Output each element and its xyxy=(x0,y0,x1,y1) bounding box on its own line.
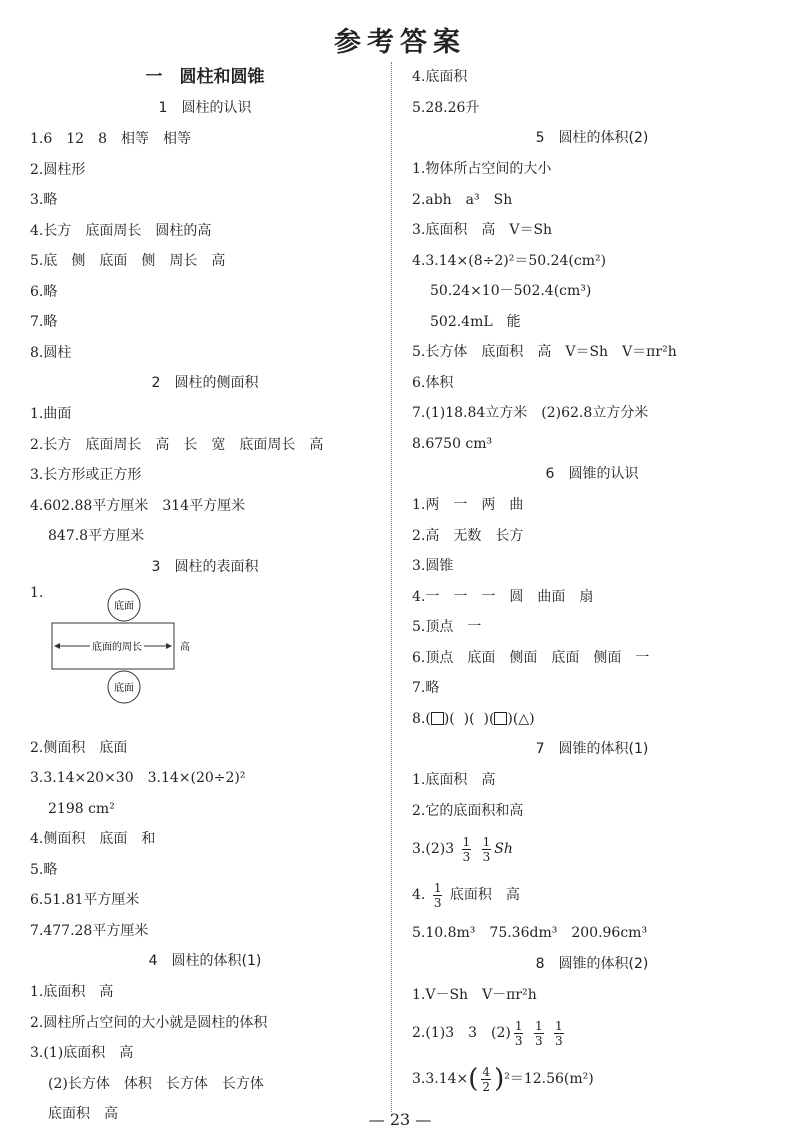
square-shape xyxy=(494,712,507,725)
answer-line: 1.曲面 xyxy=(30,406,72,422)
fraction: $\frac{1}{3}$ xyxy=(514,1018,523,1048)
shape-answer-line: 8.( )( )( )( )(△) xyxy=(412,710,535,727)
question-number: 4. xyxy=(412,887,426,903)
section-heading-3: 3 圆柱的表面积 xyxy=(151,558,259,575)
answer-text: 2.(1)3 3 (2) xyxy=(412,1025,511,1041)
answer-text: 3.3.14× xyxy=(412,1071,469,1087)
width-label: 底面的周长 xyxy=(92,641,142,653)
unit-title: 一 圆柱和圆锥 xyxy=(145,67,265,87)
page-title: 参考答案 xyxy=(334,27,466,58)
answer-line: 7.略 xyxy=(412,680,440,696)
bottom-base-label: 底面 xyxy=(114,682,134,694)
answer-line: 2.长方 底面周长 高 长 宽 底面周长 高 xyxy=(30,436,324,453)
right-paren: ) xyxy=(494,1064,505,1094)
answer-text: 3.(2)3 xyxy=(412,841,455,857)
answer-line: 2.圆柱形 xyxy=(30,161,86,178)
answer-line: 5.28.26升 xyxy=(412,99,480,116)
fraction-answer-line xyxy=(412,826,772,872)
question-number: 8. xyxy=(412,710,426,727)
answer-line: 2.它的底面积和高 xyxy=(412,802,524,819)
triangle-shape: △ xyxy=(518,710,530,727)
answer-line: 4.底面积 xyxy=(412,69,468,85)
answer-line: 6.51.81平方厘米 xyxy=(30,892,140,908)
answer-line: 2.高 无数 长方 xyxy=(412,527,524,544)
top-base-label: 底面 xyxy=(114,600,134,612)
answer-line: (2)长方体 体积 长方体 长方体 xyxy=(48,1075,264,1092)
answer-line: 6.体积 xyxy=(412,374,454,391)
answer-line: 2198 cm² xyxy=(48,800,115,817)
answer-line: 3.(1)底面积 高 xyxy=(30,1045,134,1061)
answer-line: 4.602.88平方厘米 314平方厘米 xyxy=(30,497,246,514)
answer-line: 502.4mL 能 xyxy=(430,313,521,330)
answer-line: 5.底 侧 底面 侧 周长 高 xyxy=(30,253,226,269)
answer-line: 5.顶点 一 xyxy=(412,619,482,635)
answer-line: 1.物体所占空间的大小 xyxy=(412,161,552,177)
answer-line: 7.略 xyxy=(30,314,58,330)
fraction: $\frac{1}{3}$ xyxy=(462,834,471,864)
answer-line: 8.圆柱 xyxy=(30,344,72,361)
answer-text: Sh xyxy=(494,841,513,857)
answer-line: 2.abh a³ Sh xyxy=(412,191,513,208)
answer-line: 4.3.14×(8÷2)²＝50.24(cm²) xyxy=(412,252,607,269)
answer-text: 底面积 高 xyxy=(449,887,520,903)
left-column xyxy=(30,62,380,1130)
fraction: $\frac{1}{3}$ xyxy=(433,880,442,910)
answer-line: 50.24×10－502.4(cm³) xyxy=(430,283,592,299)
answer-line: 1.两 一 两 曲 xyxy=(412,497,524,513)
fraction-answer-line xyxy=(412,1056,772,1102)
left-paren: ( xyxy=(468,1064,479,1094)
section-heading-1: 1 圆柱的认识 xyxy=(158,100,252,116)
answer-line: 3.圆锥 xyxy=(412,558,454,574)
column-divider xyxy=(391,62,392,1112)
answer-line: 847.8平方厘米 xyxy=(48,528,145,544)
answer-line: 8.6750 cm³ xyxy=(412,435,493,452)
answer-line: 底面积 高 xyxy=(48,1106,118,1122)
answer-line: 6.顶点 底面 侧面 底面 侧面 一 xyxy=(412,649,650,666)
answer-line: 3.长方形或正方形 xyxy=(30,467,142,483)
answer-line: 4.长方 底面周长 圆柱的高 xyxy=(30,222,212,239)
section-heading-7: 7 圆锥的体积(1) xyxy=(535,741,649,757)
fraction: $\frac{1}{3}$ xyxy=(482,834,491,864)
section-heading-8: 8 圆锥的体积(2) xyxy=(535,955,649,972)
figure-number: 1. xyxy=(30,584,44,601)
answer-line: 6.略 xyxy=(30,283,58,300)
cylinder-net-figure xyxy=(30,583,380,733)
answer-line: 2.圆柱所占空间的大小就是圆柱的体积 xyxy=(30,1014,268,1031)
section-heading-5: 5 圆柱的体积(2) xyxy=(535,130,649,146)
arrow-head-left xyxy=(54,643,60,649)
answer-line: 3.底面积 高 V＝Sh xyxy=(412,222,553,238)
answer-line: 5.10.8m³ 75.36dm³ 200.96cm³ xyxy=(412,925,648,941)
answer-line: 1.底面积 高 xyxy=(412,772,496,788)
height-label: 高 xyxy=(180,641,190,653)
right-column xyxy=(412,62,772,1102)
section-heading-6: 6 圆锥的认识 xyxy=(545,466,639,482)
arrow-head-right xyxy=(166,643,172,649)
answer-line: 7.477.28平方厘米 xyxy=(30,922,149,939)
square-shape xyxy=(431,712,444,725)
answer-line: 3.3.14×20×30 3.14×(20÷2)² xyxy=(30,770,246,786)
answer-line: 1.6 12 8 相等 相等 xyxy=(30,131,191,147)
answer-line: 3.略 xyxy=(30,192,58,208)
fraction: $\frac{4}{2}$ xyxy=(482,1064,491,1094)
answer-line: 5.长方体 底面积 高 V＝Sh V＝πr²h xyxy=(412,344,677,360)
fraction: $\frac{1}{3}$ xyxy=(555,1018,563,1048)
section-heading-2: 2 圆柱的侧面积 xyxy=(151,375,259,391)
fraction-answer-line xyxy=(412,872,772,918)
cylinder-net-diagram xyxy=(48,583,228,733)
fraction-answer-line xyxy=(412,1010,772,1056)
answer-line: 4.一 一 一 圆 曲面 扇 xyxy=(412,588,594,605)
section-heading-4: 4 圆柱的体积(1) xyxy=(148,953,262,969)
answer-line: 1.底面积 高 xyxy=(30,984,114,1000)
answer-line: 2.侧面积 底面 xyxy=(30,739,128,756)
fraction: $\frac{1}{3}$ xyxy=(534,1018,543,1048)
answer-text: ²＝12.56(m²) xyxy=(504,1071,594,1087)
answer-line: 7.(1)18.84立方米 (2)62.8立方分米 xyxy=(412,405,649,421)
answer-line: 4.侧面积 底面 和 xyxy=(30,831,156,847)
answer-line: 5.略 xyxy=(30,861,58,878)
page-number: — 23 — xyxy=(368,1110,432,1129)
answer-line: 1.V－Sh V－πr²h xyxy=(412,986,537,1003)
